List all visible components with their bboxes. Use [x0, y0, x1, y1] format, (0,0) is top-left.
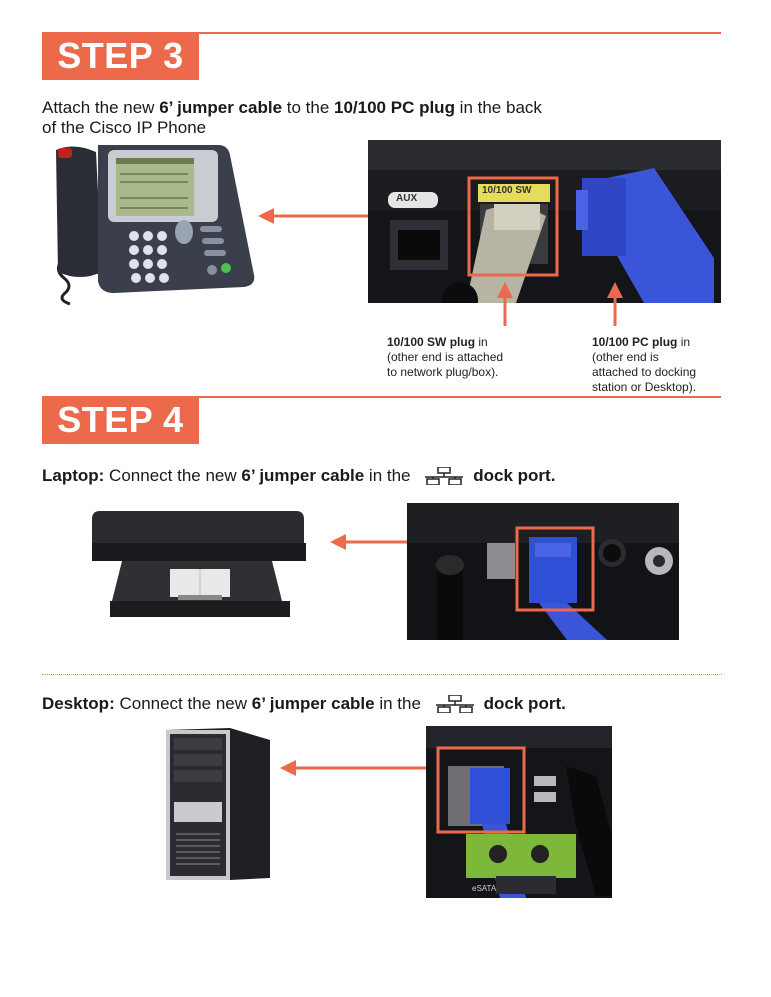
pc-plug-caption: 10/100 PC plug in (other end is attached to docking station or Desktop).: [592, 335, 697, 394]
arrow-up-icon: [495, 282, 515, 326]
step3-label: STEP 3: [57, 35, 184, 76]
network-icon: [434, 695, 476, 713]
step3-badge: [42, 32, 199, 80]
aux-label: AUX: [396, 193, 418, 204]
step4-rule: [199, 396, 721, 398]
laptop-instruction: Laptop: Connect the new 6’ jumper cable in the dock port.: [42, 466, 556, 485]
ip-phone-image: [48, 140, 258, 310]
desktop-tower-image: [164, 726, 272, 882]
docking-station-image: [92, 505, 308, 623]
esata-label: eSATA: [472, 884, 497, 893]
step3-instruction: Attach the new 6’ jumper cable to the 10/100 PC plug in the back of the Cisco IP Phone: [42, 98, 542, 137]
dock-port-photo: [407, 503, 679, 640]
step4-label: STEP 4: [57, 399, 184, 440]
arrow-left-icon: [278, 758, 438, 778]
section-separator: [42, 674, 722, 675]
sw-label: 10/100 SW: [482, 185, 532, 196]
step4-badge: [42, 396, 199, 444]
phone-back-photo: [368, 140, 721, 303]
network-icon: [423, 467, 465, 485]
sw-plug-caption: 10/100 SW plug in (other end is attached to network plug/box).: [387, 335, 504, 379]
desktop-port-photo: [426, 726, 612, 898]
desktop-instruction: Desktop: Connect the new 6’ jumper cable in the dock port.: [42, 694, 566, 713]
step3-rule: [199, 32, 721, 34]
arrow-up-icon: [605, 282, 625, 326]
